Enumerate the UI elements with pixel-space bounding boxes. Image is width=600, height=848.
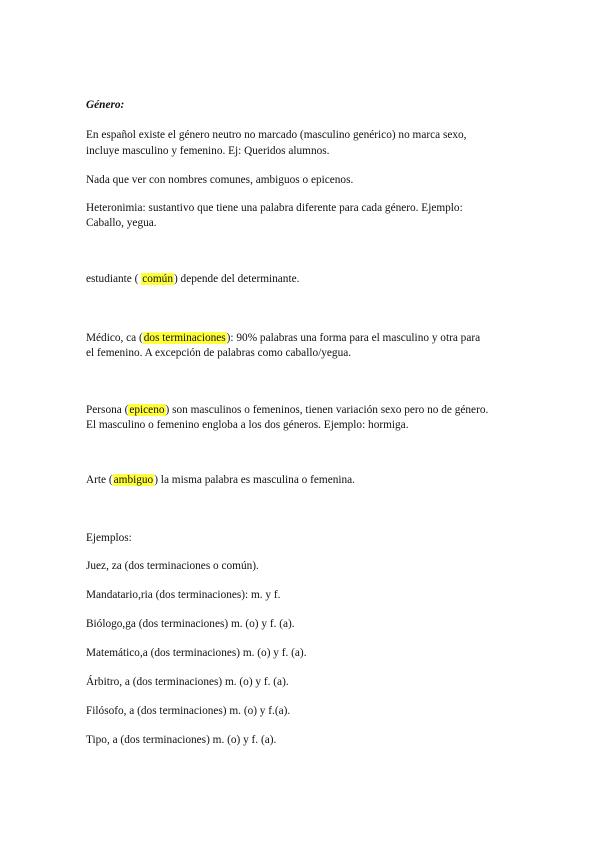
paragraph-common-nouns: Nada que ver con nombres comunes, ambiguos o epicenos. <box>86 174 354 186</box>
paragraph-ambiguo-after: ) la misma palabra es masculina o femenina. <box>154 474 355 486</box>
paragraph-epiceno-after: ) son masculinos o femeninos, tienen variación sexo pero no de género. <box>165 404 489 416</box>
paragraph-dos-terminaciones-before: Médico, ca ( <box>86 332 143 344</box>
paragraph-epiceno-line-2: El masculino o femenino engloba a los dos géneros. Ejemplo: hormiga. <box>86 419 409 431</box>
paragraph-epiceno-line-1 <box>86 403 526 418</box>
paragraph-comun-before: estudiante ( <box>86 273 142 285</box>
document-title: Género: <box>86 99 125 111</box>
paragraph-ambiguo-before: Arte ( <box>86 474 113 486</box>
example-item-mandatario: Mandatario,ria (dos terminaciones): m. y f. <box>86 589 281 601</box>
highlight-ambiguo: ambiguo <box>113 474 154 486</box>
paragraph-epiceno-before: Persona ( <box>86 404 129 416</box>
highlight-comun: común <box>142 273 173 285</box>
paragraph-comun <box>86 272 526 287</box>
example-item-tipo: Tipo, a (dos terminaciones) m. (o) y f. (a). <box>86 734 277 746</box>
paragraph-dos-terminaciones-after: ): 90% palabras una forma para el masculino y otra para <box>226 332 481 344</box>
paragraph-dos-terminaciones-line-2: el femenino. A excepción de palabras como caballo/yegua. <box>86 347 352 359</box>
examples-heading: Ejemplos: <box>86 532 132 544</box>
paragraph-neutral-gender-line-2: incluye masculino y femenino. Ej: Queridos alumnos. <box>86 145 330 157</box>
example-item-biologo: Biólogo,ga (dos terminaciones) m. (o) y f. (a). <box>86 618 295 630</box>
paragraph-neutral-gender-line-1: En español existe el género neutro no marcado (masculino genérico) no marca sexo, <box>86 129 467 141</box>
example-item-juez: Juez, za (dos terminaciones o común). <box>86 560 259 572</box>
paragraph-ambiguo <box>86 473 526 488</box>
paragraph-dos-terminaciones-line-1 <box>86 331 526 346</box>
paragraph-heteronimia-line-2: Caballo, yegua. <box>86 217 157 229</box>
example-item-matematico: Matemático,a (dos terminaciones) m. (o) y f. (a). <box>86 647 307 659</box>
highlight-epiceno: epiceno <box>129 404 165 416</box>
highlight-dos-terminaciones: dos terminaciones <box>143 332 226 344</box>
example-item-arbitro: Árbitro, a (dos terminaciones) m. (o) y f. (a). <box>86 676 289 688</box>
example-item-filosofo: Filósofo, a (dos terminaciones) m. (o) y f.(a). <box>86 705 291 717</box>
paragraph-heteronimia-line-1: Heteronimia: sustantivo que tiene una palabra diferente para cada género. Ejemplo: <box>86 202 463 214</box>
paragraph-comun-after: ) depende del determinante. <box>173 273 300 285</box>
